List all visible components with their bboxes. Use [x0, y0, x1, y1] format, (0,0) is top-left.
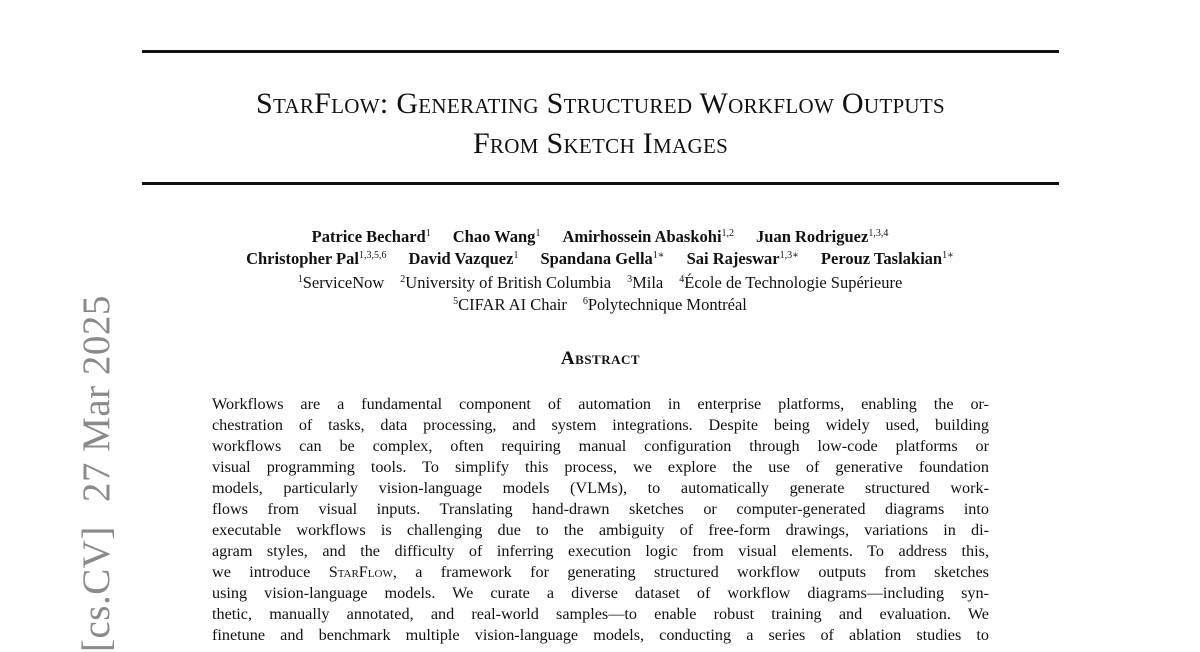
abstract-line: flows from visual inputs. Translating hand-drawn sketches or computer-generated diagrams into: [212, 500, 989, 518]
affiliation: $^2$University of British Columbia: [400, 273, 612, 292]
abstract-line: models, particularly vision-language models (VLMs), to automatically generate structured work-: [212, 479, 989, 497]
abstract-line: chestration of tasks, data processing, and system integrations. Despite being widely used, building: [212, 416, 989, 434]
abstract-line: using vision-language models. We curate a diverse dataset of workflow diagrams—including syn-: [212, 584, 989, 602]
authors-line-1: [100, 226, 1100, 248]
title-top-rule: [142, 50, 1059, 53]
author: Patrice Bechard$^1$: [311, 227, 431, 246]
affiliations-line-1: [100, 272, 1100, 294]
abstract-line: Workflows are a fundamental component of automation in enterprise platforms, enabling the or-: [212, 395, 989, 413]
arxiv-category: [cs.CV]: [75, 526, 118, 652]
arxiv-date: 27 Mar 2025: [75, 295, 118, 503]
paper-title-line-1: StarFlow: Generating Structured Workflow Outputs: [255, 87, 946, 120]
affiliation: $^1$ServiceNow: [297, 273, 385, 292]
abstract-line: executable workflows is challenging due to the ambiguity of free-form drawings, variations in di-: [212, 521, 989, 539]
author: Juan Rodriguez$^{1,3,4}$: [756, 227, 889, 246]
author: Sai Rajeswar$^{1,3∗}$: [686, 249, 799, 268]
abstract-line: visual programming tools. To simplify this process, we explore the use of generative foundation: [212, 458, 989, 476]
title-bottom-rule: [142, 182, 1059, 185]
abstract-line: finetune and benchmark multiple vision-language models, conducting a series of ablation studies to: [212, 626, 989, 644]
abstract-line: thetic, manually annotated, and real-world samples—to enable robust training and evaluation. We: [212, 605, 989, 623]
abstract-line: we introduce StarFlow, a framework for generating structured workflow outputs from sketches: [212, 563, 989, 581]
affiliations-line-2: [100, 294, 1100, 316]
abstract-line: agram styles, and the difficulty of inferring execution logic from visual elements. To address this,: [212, 542, 989, 560]
author: Chao Wang$^1$: [452, 227, 541, 246]
author: Perouz Taslakian$^{1∗}$: [820, 249, 954, 268]
framework-name: StarFlow: [328, 563, 393, 581]
author: Amirhossein Abaskohi$^{1,2}$: [562, 227, 735, 246]
paper-title-line-2: From Sketch Images: [472, 127, 729, 160]
affiliation: $^5$CIFAR AI Chair: [453, 295, 567, 314]
affiliation: $^4$École de Technologie Supérieure: [679, 273, 903, 292]
abstract-line: workflows can be complex, often requiring manual configuration through low-code platforms or: [212, 437, 989, 455]
author: Spandana Gella$^{1∗}$: [540, 249, 665, 268]
affiliation: $^6$Polytechnique Montréal: [582, 295, 747, 314]
affiliation: $^3$Mila: [627, 273, 664, 292]
author: Christopher Pal$^{1,3,5,6}$: [246, 249, 387, 268]
authors-line-2: [100, 248, 1100, 270]
author: David Vazquez$^1$: [408, 249, 519, 268]
abstract-heading: Abstract: [560, 348, 641, 369]
arxiv-stamp: [74, 295, 119, 652]
